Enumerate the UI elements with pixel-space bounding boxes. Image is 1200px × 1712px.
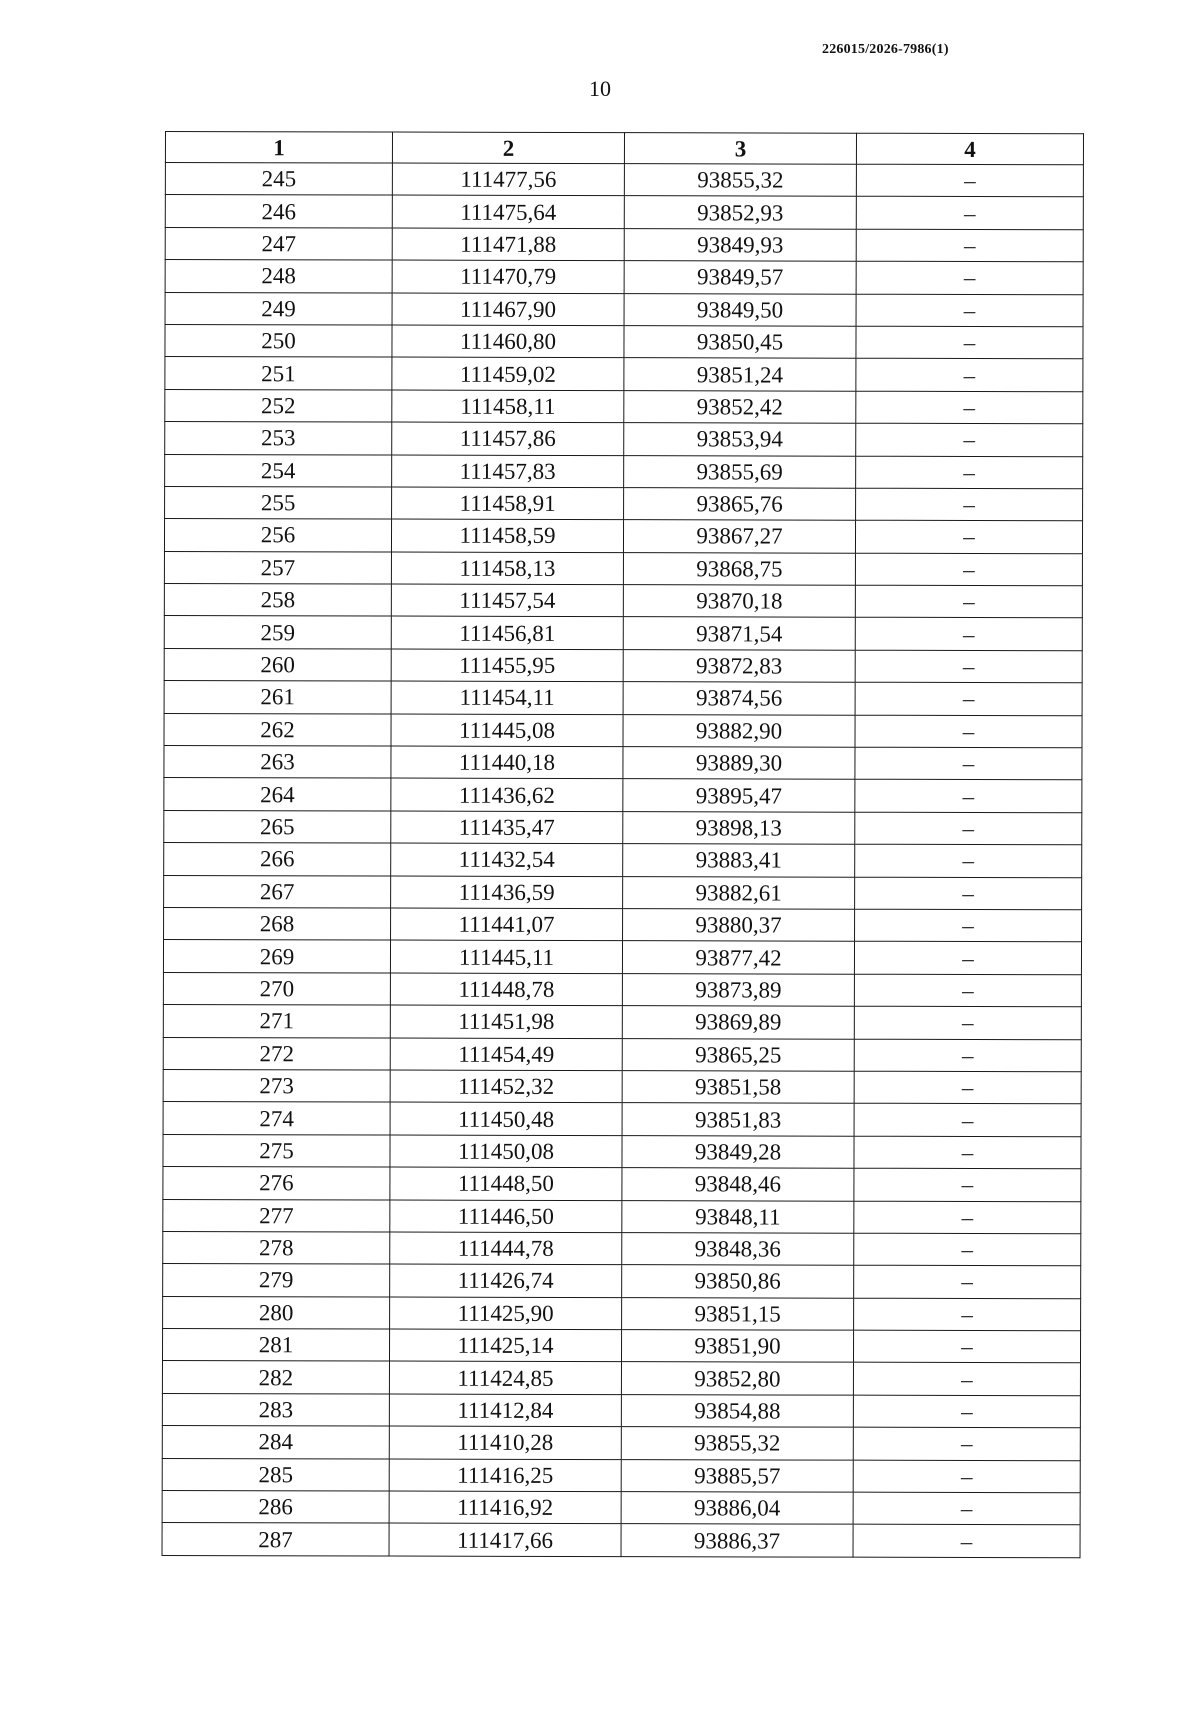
column-4-cell: – xyxy=(854,1136,1081,1169)
table-row xyxy=(162,1361,1080,1396)
coordinate-y-cell: 93867,27 xyxy=(623,520,855,553)
point-number-cell: 249 xyxy=(165,292,392,325)
point-number-cell: 260 xyxy=(164,648,391,681)
column-4-cell: – xyxy=(853,1395,1080,1428)
column-4-cell: – xyxy=(856,488,1083,521)
coordinate-y-cell: 93851,24 xyxy=(624,358,856,391)
point-number-cell: 280 xyxy=(163,1296,390,1329)
column-4-cell: – xyxy=(855,682,1082,715)
point-number-cell: 256 xyxy=(164,519,391,552)
point-number-cell: 283 xyxy=(162,1393,389,1426)
point-number-cell: 281 xyxy=(162,1329,389,1362)
coordinate-y-cell: 93882,61 xyxy=(623,876,855,909)
coordinate-y-cell: 93877,42 xyxy=(622,941,854,974)
coordinate-y-cell: 93898,13 xyxy=(623,811,855,844)
point-number-cell: 270 xyxy=(163,972,390,1005)
coordinate-y-cell: 93851,15 xyxy=(622,1297,854,1330)
column-4-cell: – xyxy=(854,1071,1081,1104)
column-4-cell: – xyxy=(855,650,1082,683)
column-4-cell: – xyxy=(854,942,1081,975)
coordinate-y-cell: 93849,93 xyxy=(624,228,856,261)
coordinate-y-cell: 93852,93 xyxy=(624,196,856,229)
coordinate-y-cell: 93873,89 xyxy=(622,973,854,1006)
table-row xyxy=(163,1069,1081,1104)
table-row xyxy=(162,1426,1080,1461)
coordinate-x-cell: 111448,78 xyxy=(390,973,622,1006)
column-4-cell: – xyxy=(856,197,1083,230)
coordinate-y-cell: 93870,18 xyxy=(623,585,855,618)
table-row xyxy=(163,972,1081,1007)
column-4-cell: – xyxy=(856,326,1083,359)
coordinate-y-cell: 93855,32 xyxy=(624,164,856,197)
coordinate-y-cell: 93850,45 xyxy=(624,326,856,359)
column-4-cell: – xyxy=(854,1233,1081,1266)
table-row xyxy=(164,681,1082,716)
coordinate-y-cell: 93852,80 xyxy=(621,1362,853,1395)
table-row xyxy=(163,1199,1081,1234)
coordinate-x-cell: 111467,90 xyxy=(392,293,624,326)
column-4-cell: – xyxy=(854,1006,1081,1039)
point-number-cell: 275 xyxy=(163,1134,390,1167)
coordinate-y-cell: 93874,56 xyxy=(623,682,855,715)
coordinate-y-cell: 93865,25 xyxy=(622,1038,854,1071)
point-number-cell: 287 xyxy=(162,1523,389,1556)
coordinate-x-cell: 111457,54 xyxy=(391,584,623,617)
point-number-cell: 247 xyxy=(165,227,392,260)
table-row xyxy=(165,260,1083,295)
page-number: 10 xyxy=(589,76,611,101)
column-4-cell: – xyxy=(856,294,1083,327)
coordinate-x-cell: 111457,86 xyxy=(392,422,624,455)
point-number-cell: 253 xyxy=(165,422,392,455)
point-number-cell: 252 xyxy=(165,389,392,422)
coordinate-x-cell: 111459,02 xyxy=(392,357,624,390)
coordinate-x-cell: 111475,64 xyxy=(392,195,624,228)
table-row xyxy=(163,1296,1081,1331)
coordinate-x-cell: 111457,83 xyxy=(392,455,624,488)
column-4-cell: – xyxy=(856,456,1083,489)
table-row xyxy=(164,875,1082,910)
table-row xyxy=(163,1134,1081,1169)
column-4-cell: – xyxy=(856,261,1083,294)
point-number-cell: 251 xyxy=(165,357,392,390)
point-number-cell: 279 xyxy=(163,1264,390,1297)
coordinate-x-cell: 111450,08 xyxy=(390,1135,622,1168)
table-row xyxy=(163,1102,1081,1137)
column-4-cell: – xyxy=(855,844,1082,877)
table-row xyxy=(164,616,1082,651)
column-4-cell: – xyxy=(855,585,1082,618)
coordinate-y-cell: 93883,41 xyxy=(623,844,855,877)
coordinate-x-cell: 111445,11 xyxy=(390,940,622,973)
coordinate-y-cell: 93872,83 xyxy=(623,649,855,682)
coordinate-y-cell: 93851,58 xyxy=(622,1071,854,1104)
point-number-cell: 266 xyxy=(164,843,391,876)
coordinate-y-cell: 93886,37 xyxy=(621,1524,853,1557)
coordinate-y-cell: 93895,47 xyxy=(623,779,855,812)
column-4-cell: – xyxy=(853,1363,1080,1396)
coordinate-x-cell: 111444,78 xyxy=(390,1232,622,1265)
coordinate-y-cell: 93850,86 xyxy=(622,1265,854,1298)
point-number-cell: 277 xyxy=(163,1199,390,1232)
coordinate-y-cell: 93848,36 xyxy=(622,1233,854,1266)
table-row xyxy=(163,1167,1081,1202)
coordinate-x-cell: 111458,13 xyxy=(391,552,623,585)
table-row xyxy=(164,519,1082,554)
column-4-cell: – xyxy=(855,553,1082,586)
coordinate-x-cell: 111417,66 xyxy=(389,1523,621,1556)
column-4-cell: – xyxy=(855,618,1082,651)
point-number-cell: 276 xyxy=(163,1167,390,1200)
column-4-cell: – xyxy=(853,1330,1080,1363)
point-number-cell: 274 xyxy=(163,1102,390,1135)
column-4-cell: – xyxy=(854,1104,1081,1137)
point-number-cell: 267 xyxy=(164,875,391,908)
point-number-cell: 268 xyxy=(164,907,391,940)
table-row xyxy=(165,195,1083,230)
coordinate-x-cell: 111432,54 xyxy=(391,843,623,876)
point-number-cell: 250 xyxy=(165,324,392,357)
table-row xyxy=(164,746,1082,781)
point-number-cell: 245 xyxy=(165,163,392,196)
coordinate-y-cell: 93889,30 xyxy=(623,747,855,780)
column-4-cell: – xyxy=(854,1039,1081,1072)
column-header: 3 xyxy=(624,133,856,165)
point-number-cell: 262 xyxy=(164,713,391,746)
point-number-cell: 254 xyxy=(165,454,392,487)
table-row xyxy=(162,1491,1080,1526)
coordinate-y-cell: 93853,94 xyxy=(624,423,856,456)
column-header: 4 xyxy=(856,133,1083,165)
table-row xyxy=(162,1393,1080,1428)
column-4-cell: – xyxy=(854,1265,1081,1298)
table-row xyxy=(165,389,1083,424)
point-number-cell: 246 xyxy=(165,195,392,228)
column-4-cell: – xyxy=(855,780,1082,813)
table-body xyxy=(162,163,1083,1558)
column-4-cell: – xyxy=(854,974,1081,1007)
table-row xyxy=(165,357,1083,392)
column-4-cell: – xyxy=(854,1168,1081,1201)
coordinate-y-cell: 93851,90 xyxy=(621,1330,853,1363)
coordinate-x-cell: 111416,92 xyxy=(389,1491,621,1524)
coordinate-x-cell: 111410,28 xyxy=(389,1426,621,1459)
coordinate-y-cell: 93886,04 xyxy=(621,1492,853,1525)
coordinate-x-cell: 111440,18 xyxy=(391,746,623,779)
table-row xyxy=(165,454,1083,489)
coordinate-y-cell: 93849,57 xyxy=(624,261,856,294)
coordinate-y-cell: 93852,42 xyxy=(624,390,856,423)
point-number-cell: 259 xyxy=(164,616,391,649)
table-row xyxy=(163,940,1081,975)
coordinate-y-cell: 93882,90 xyxy=(623,714,855,747)
table-row xyxy=(164,551,1082,586)
coordinate-x-cell: 111436,62 xyxy=(391,778,623,811)
point-number-cell: 278 xyxy=(163,1231,390,1264)
coordinate-x-cell: 111458,91 xyxy=(392,487,624,520)
column-header: 2 xyxy=(392,132,624,164)
coordinate-x-cell: 111477,56 xyxy=(392,163,624,196)
column-4-cell: – xyxy=(855,747,1082,780)
table-row xyxy=(164,648,1082,683)
coordinates-table xyxy=(162,131,1084,1558)
table-row xyxy=(165,324,1083,359)
column-header: 1 xyxy=(165,132,392,164)
table-row xyxy=(165,163,1083,198)
point-number-cell: 271 xyxy=(163,1005,390,1038)
coordinate-x-cell: 111471,88 xyxy=(392,228,624,261)
column-4-cell: – xyxy=(854,1298,1081,1331)
point-number-cell: 265 xyxy=(164,810,391,843)
table-row xyxy=(165,422,1083,457)
coordinate-y-cell: 93848,46 xyxy=(622,1168,854,1201)
coordinate-x-cell: 111460,80 xyxy=(392,325,624,358)
coordinate-x-cell: 111456,81 xyxy=(391,617,623,650)
coordinate-x-cell: 111424,85 xyxy=(389,1362,621,1395)
coordinate-y-cell: 93854,88 xyxy=(621,1394,853,1427)
table-row xyxy=(164,843,1082,878)
coordinate-y-cell: 93855,32 xyxy=(621,1427,853,1460)
table-row xyxy=(162,1458,1080,1493)
table-row xyxy=(163,1231,1081,1266)
point-number-cell: 285 xyxy=(162,1458,389,1491)
coordinate-y-cell: 93885,57 xyxy=(621,1459,853,1492)
coordinate-x-cell: 111448,50 xyxy=(390,1167,622,1200)
table-row xyxy=(163,1005,1081,1040)
column-4-cell: – xyxy=(856,423,1083,456)
table-row xyxy=(164,713,1082,748)
point-number-cell: 284 xyxy=(162,1426,389,1459)
coordinate-y-cell: 93880,37 xyxy=(623,909,855,942)
column-4-cell: – xyxy=(856,164,1083,197)
column-4-cell: – xyxy=(856,359,1083,392)
coordinate-x-cell: 111458,11 xyxy=(392,390,624,423)
coordinate-x-cell: 111470,79 xyxy=(392,260,624,293)
table-row xyxy=(164,584,1082,619)
document-reference: 226015/2026-7986(1) xyxy=(822,42,949,57)
coordinate-y-cell: 93869,89 xyxy=(622,1006,854,1039)
point-number-cell: 255 xyxy=(165,486,392,519)
coordinate-x-cell: 111416,25 xyxy=(389,1459,621,1492)
coordinate-y-cell: 93849,28 xyxy=(622,1135,854,1168)
coordinate-x-cell: 111452,32 xyxy=(390,1070,622,1103)
coordinate-y-cell: 93855,69 xyxy=(624,455,856,488)
column-4-cell: – xyxy=(855,715,1082,748)
point-number-cell: 261 xyxy=(164,681,391,714)
coordinate-x-cell: 111441,07 xyxy=(391,908,623,941)
column-4-cell: – xyxy=(853,1427,1080,1460)
coordinate-x-cell: 111458,59 xyxy=(391,519,623,552)
coordinate-y-cell: 93849,50 xyxy=(624,293,856,326)
coordinate-y-cell: 93871,54 xyxy=(623,617,855,650)
column-4-cell: – xyxy=(853,1460,1080,1493)
column-4-cell: – xyxy=(855,909,1082,942)
coordinate-x-cell: 111450,48 xyxy=(390,1102,622,1135)
table-row xyxy=(162,1523,1080,1558)
table-row xyxy=(164,810,1082,845)
coordinate-x-cell: 111455,95 xyxy=(391,649,623,682)
table-row xyxy=(165,486,1083,521)
coordinate-x-cell: 111412,84 xyxy=(389,1394,621,1427)
column-4-cell: – xyxy=(853,1492,1080,1525)
table-row xyxy=(162,1329,1080,1364)
table-row xyxy=(165,292,1083,327)
column-4-cell: – xyxy=(855,877,1082,910)
point-number-cell: 263 xyxy=(164,746,391,779)
column-4-cell: – xyxy=(853,1525,1080,1558)
point-number-cell: 257 xyxy=(164,551,391,584)
coordinate-x-cell: 111451,98 xyxy=(390,1005,622,1038)
point-number-cell: 286 xyxy=(162,1491,389,1524)
point-number-cell: 269 xyxy=(163,940,390,973)
coordinate-x-cell: 111454,11 xyxy=(391,681,623,714)
coordinate-x-cell: 111425,14 xyxy=(389,1329,621,1362)
table-row xyxy=(165,227,1083,262)
table-header-row xyxy=(165,132,1083,165)
coordinate-x-cell: 111445,08 xyxy=(391,714,623,747)
coordinate-x-cell: 111436,59 xyxy=(391,876,623,909)
column-4-cell: – xyxy=(856,229,1083,262)
table-row xyxy=(164,907,1082,942)
coordinate-x-cell: 111426,74 xyxy=(390,1264,622,1297)
point-number-cell: 258 xyxy=(164,584,391,617)
point-number-cell: 248 xyxy=(165,260,392,293)
table-row xyxy=(163,1037,1081,1072)
column-4-cell: – xyxy=(855,812,1082,845)
point-number-cell: 273 xyxy=(163,1069,390,1102)
point-number-cell: 272 xyxy=(163,1037,390,1070)
column-4-cell: – xyxy=(855,520,1082,553)
coordinate-x-cell: 111425,90 xyxy=(390,1297,622,1330)
coordinate-y-cell: 93848,11 xyxy=(622,1200,854,1233)
point-number-cell: 264 xyxy=(164,778,391,811)
coordinate-x-cell: 111435,47 xyxy=(391,811,623,844)
column-4-cell: – xyxy=(856,391,1083,424)
table-row xyxy=(164,778,1082,813)
coordinate-y-cell: 93851,83 xyxy=(622,1103,854,1136)
table-row xyxy=(163,1264,1081,1299)
coordinate-y-cell: 93868,75 xyxy=(623,552,855,585)
point-number-cell: 282 xyxy=(162,1361,389,1394)
coordinate-y-cell: 93865,76 xyxy=(624,488,856,521)
coordinate-x-cell: 111446,50 xyxy=(390,1200,622,1233)
column-4-cell: – xyxy=(854,1201,1081,1234)
coordinate-x-cell: 111454,49 xyxy=(390,1038,622,1071)
